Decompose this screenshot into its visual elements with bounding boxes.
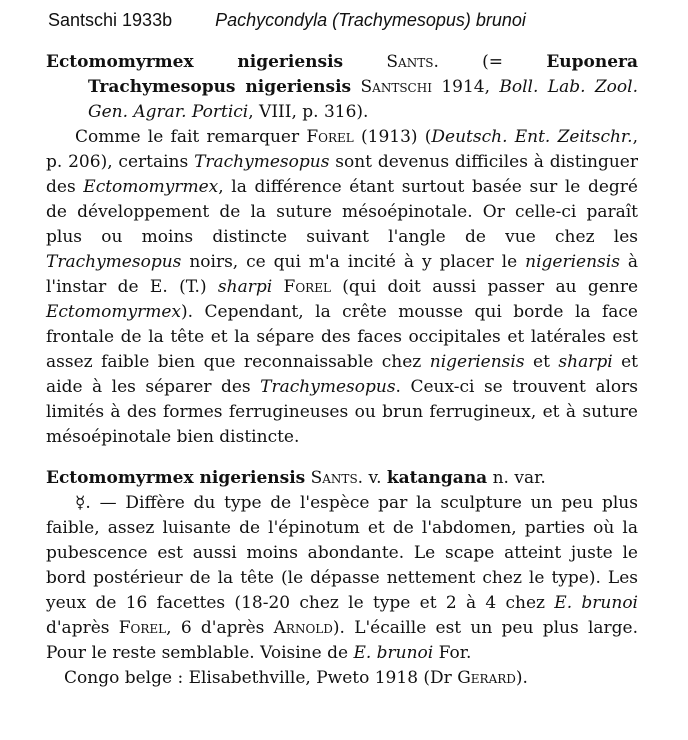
body-text: , p. 206), certains xyxy=(46,127,638,172)
species-name: sharpi xyxy=(217,277,273,297)
citation-year: 1914, xyxy=(431,77,500,97)
author-forel: Forel xyxy=(118,618,167,638)
taxon-name: Ectomomyrmex nigeriensis xyxy=(46,468,306,488)
running-header xyxy=(48,10,526,31)
body-text: sont devenus difficiles à distinguer des xyxy=(46,152,638,197)
taxon-name: Ectomomyrmex nigeriensis xyxy=(46,52,344,72)
body-text: Comme le fait remarquer xyxy=(75,127,307,147)
entry-heading xyxy=(46,50,638,125)
body-text: et aide à les séparer des xyxy=(46,352,639,397)
locality-line xyxy=(46,666,638,691)
body-text xyxy=(272,277,283,297)
species-name: E. brunoi xyxy=(554,593,638,613)
author-abbrev: For. xyxy=(438,643,472,663)
synonym-sign: (= xyxy=(438,52,547,72)
body-text: , 6 d'après xyxy=(166,618,274,638)
body-text: ). Cependant, la crête mousse qui borde la face frontale de la tête et la sépare des faces occipitales et latérales est assez faible bien que reconnaissable chez xyxy=(46,302,638,372)
author-forel: Forel xyxy=(283,277,331,297)
journal-name: Deutsch. Ent. Zeitschr. xyxy=(431,127,633,147)
citation-journal: Boll. Lab. Zool. Gen. Agrar. Portici xyxy=(88,77,638,122)
body-text: ☿. — Diffère du type de l'espèce par la sculpture un peu plus faible, assez luisante de l'épinotum et de l'abdomen, parties où la pubescence est aussi moins abondante. Le scape atteint juste le bord postérieur de la tête (le dépasse nettement chez le type). Les yeux de 16 facettes (18-20 chez le type et 2 à 4 chez xyxy=(46,493,638,613)
synonym-author: Santschi xyxy=(360,77,432,97)
genus-name: Trachymesopus xyxy=(46,252,182,272)
body-text: et xyxy=(524,352,559,372)
genus-name: Ectomomyrmex xyxy=(46,302,181,322)
author-abbrev: Sants. xyxy=(310,468,364,488)
body-text: noirs, ce qui m'a incité à y placer le xyxy=(181,252,526,272)
species-name: nigeriensis xyxy=(525,252,620,272)
header-taxon: Pachycondyla (Trachymesopus) brunoi xyxy=(215,10,526,30)
entry-nigeriensis xyxy=(46,50,638,450)
locality-text: Congo belge : Elisabethville, Pweto 1918 (Dr xyxy=(64,668,458,688)
entry-heading xyxy=(46,466,638,491)
species-name: nigeriensis xyxy=(429,352,525,372)
entry-katangana xyxy=(46,466,638,691)
species-name: E. brunoi xyxy=(353,643,434,663)
author-arnold: Arnold xyxy=(273,618,333,638)
body-text: à l'instar de E. (T.) xyxy=(46,252,639,297)
synonym-name: Euponera Trachymesopus nigeriensis xyxy=(88,52,639,97)
entry-body xyxy=(46,125,638,450)
new-variety-label: n. var. xyxy=(487,468,546,488)
citation-volume: , VIII, p. 316). xyxy=(248,102,369,122)
body-text: (qui doit aussi passer au genre xyxy=(330,277,639,297)
locality-text: ). xyxy=(515,668,528,688)
genus-name: Trachymesopus xyxy=(194,152,330,172)
body-text: . Ceux-ci se trouvent alors limités à des formes ferrugineuses ou brun ferrugineux, et à suture mésoépinotale bien distincte. xyxy=(46,377,638,447)
species-name: sharpi xyxy=(558,352,613,372)
collector-name: Gerard xyxy=(457,668,516,688)
author-abbrev: Sants. xyxy=(386,52,439,72)
genus-name: Trachymesopus xyxy=(260,377,396,397)
body-text: ). L'écaille est un peu plus large. Pour le reste semblable. Voisine de xyxy=(46,618,639,663)
body-text: , la différence étant surtout basée sur le degré de développement de la suture mésoépinotale. Or celle-ci paraît plus ou moins distincte suivant l'angle de vue chez les xyxy=(46,177,638,247)
genus-name: Ectomomyrmex xyxy=(83,177,219,197)
body-text: d'après xyxy=(46,618,119,638)
entry-body xyxy=(46,491,638,666)
variety-marker: v. xyxy=(363,468,387,488)
variety-name: katangana xyxy=(386,468,488,488)
body-text: (1913) ( xyxy=(353,127,432,147)
header-citation: Santschi 1933b xyxy=(48,10,173,30)
author-forel: Forel xyxy=(306,127,354,147)
